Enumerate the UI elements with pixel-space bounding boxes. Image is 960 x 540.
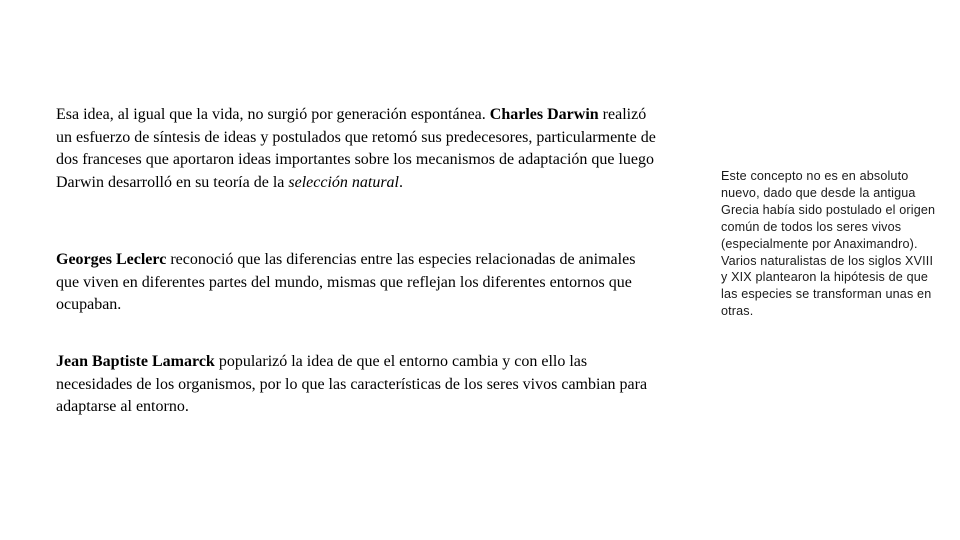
term-natural-selection: selección natural xyxy=(288,173,399,191)
paragraph-darwin xyxy=(56,104,661,194)
paragraph-lamarck xyxy=(56,351,661,419)
sidebar-text-block xyxy=(721,168,936,320)
paragraph-darwin-end: . xyxy=(399,173,403,191)
name-charles-darwin: Charles Darwin xyxy=(489,106,599,123)
sidebar-paragraph-common-origin: Este concepto no es en absoluto nuevo, dado que desde la antigua Grecia había sido postulado el origen común de todos los seres vivos (especialmente por Anaximandro). xyxy=(721,169,936,251)
paragraph-lamarck-body: popularizó la idea de que el entorno cambia y con ello las necesidades de los organismos, por lo que las características de los seres vivos cambian para adaptarse al entorno. xyxy=(56,353,648,416)
paragraph-leclerc xyxy=(56,249,661,317)
name-jean-baptiste-lamarck: Jean Baptiste Lamarck xyxy=(56,353,215,370)
sidebar-paragraph-naturalists: Varios naturalistas de los siglos XVIII y XIX plantearon la hipótesis de que las especies se transforman unas en otras. xyxy=(721,253,934,319)
paragraph-leclerc-body: reconoció que las diferencias entre las especies relacionadas de animales que viven en diferentes partes del mundo, mismas que reflejan los diferentes entornos que ocupaban. xyxy=(56,251,636,314)
name-georges-leclerc: Georges Leclerc xyxy=(56,251,167,268)
paragraph-darwin-body: realizó un esfuerzo de síntesis de ideas y postulados que retomó sus predecesores, particularmente de dos franceses que aportaron ideas importantes sobre los mecanismos de adaptación que luego Darwin desarrolló en su teoría de la xyxy=(56,106,656,191)
paragraph-darwin-intro: Esa idea, al igual que la vida, no surgió por generación espontánea. xyxy=(56,106,490,123)
